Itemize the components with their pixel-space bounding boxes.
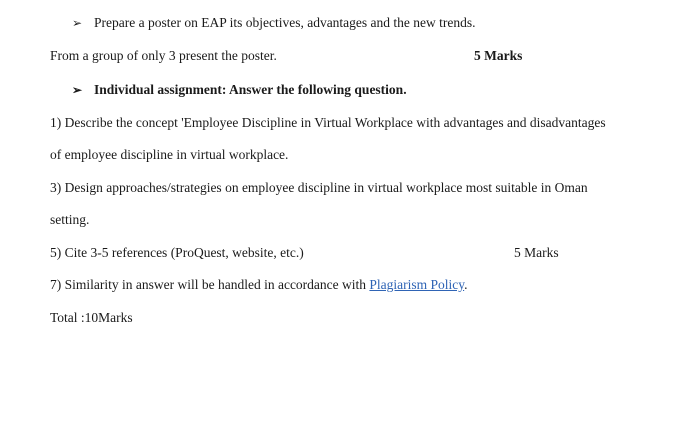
plagiarism-policy-link[interactable]: Plagiarism Policy — [369, 277, 465, 292]
group-presentation-text: From a group of only 3 present the poster. — [50, 48, 277, 63]
similarity-text: 7) Similarity in answer will be handled in accordance with — [50, 277, 370, 292]
group-presentation-line — [50, 48, 277, 64]
references-marks: 5 Marks — [514, 245, 559, 260]
individual-assignment-heading: Individual assignment: Answer the following question. — [94, 82, 407, 97]
arrow-bullet-icon: ➢ — [72, 16, 83, 30]
question-3-line-b: setting. — [50, 212, 90, 227]
arrow-bullet-icon: ➢ — [72, 83, 83, 97]
poster-marks: 5 Marks — [474, 48, 523, 63]
question-7-line — [50, 277, 468, 293]
total-marks: Total :10Marks — [50, 310, 133, 325]
poster-instruction: Prepare a poster on EAP its objectives, advantages and the new trends. — [94, 15, 476, 30]
similarity-suffix: . — [464, 277, 468, 292]
question-3-line-a: 3) Design approaches/strategies on employee discipline in virtual workplace most suitable in Oman — [50, 180, 588, 195]
question-1-line-a: 1) Describe the concept 'Employee Discipline in Virtual Workplace with advantages and disadvantages — [50, 115, 606, 130]
bullet-line-individual — [72, 82, 407, 98]
question-1-line-b: of employee discipline in virtual workplace. — [50, 147, 289, 162]
question-5-line: 5) Cite 3-5 references (ProQuest, website, etc.) — [50, 245, 304, 260]
bullet-line-poster — [72, 15, 476, 31]
